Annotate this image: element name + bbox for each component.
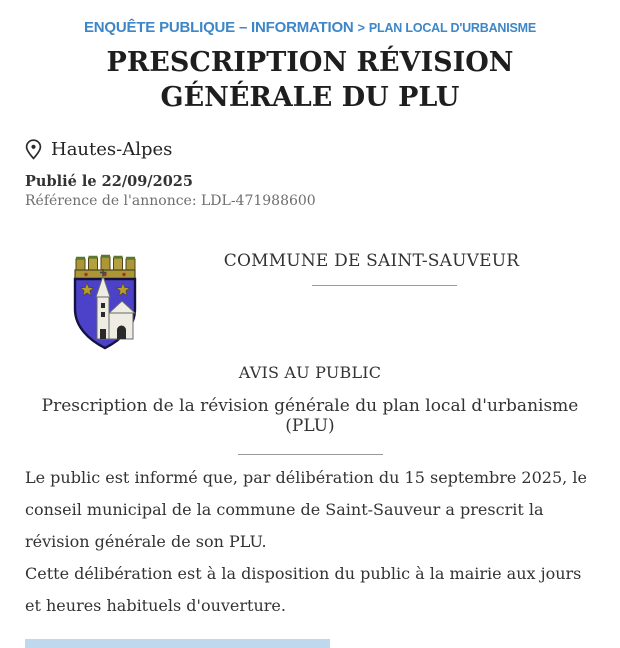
location-row (25, 139, 595, 160)
notice-text (25, 462, 595, 622)
crest-crown (75, 256, 135, 279)
page-title: PRESCRIPTION RÉVISION GÉNÉRALE DU PLU (106, 47, 514, 114)
notice-paragraph: Le public est informé que, par délibération du 15 septembre 2025, le conseil municipal de la commune de Saint-Sauveur a prescrit la révision générale de son PLU. (25, 468, 587, 552)
commune-heading: COMMUNE DE SAINT-SAUVEUR (223, 251, 520, 272)
divider (238, 454, 383, 455)
commune-crest-image (62, 251, 148, 351)
breadcrumb-separator: > (357, 21, 365, 35)
announcement-reference: Référence de l'annonce: LDL-471988600 (25, 193, 316, 210)
breadcrumb (0, 19, 620, 37)
breadcrumb-link-plan-local-urbanisme[interactable]: PLAN LOCAL D'URBANISME (368, 21, 536, 35)
location-pin-icon (25, 139, 42, 160)
notice-subject: Prescription de la révision générale du plan local d'urbanisme (PLU) (41, 396, 579, 437)
notice-paragraph: Cette délibération est à la disposition du public à la mairie aux jours et heures habituels d'ouverture. (25, 564, 582, 616)
avis-au-public-heading: AVIS AU PUBLIC (238, 363, 382, 383)
notice-body (0, 251, 620, 622)
bottom-scroll-bar (25, 639, 330, 648)
published-date: Publié le 22/09/2025 (25, 173, 193, 191)
location-label: Hautes-Alpes (51, 139, 173, 161)
divider (312, 285, 457, 286)
announcement-meta (25, 139, 595, 209)
breadcrumb-link-enquete-publique[interactable]: ENQUÊTE PUBLIQUE – INFORMATION (84, 19, 354, 36)
